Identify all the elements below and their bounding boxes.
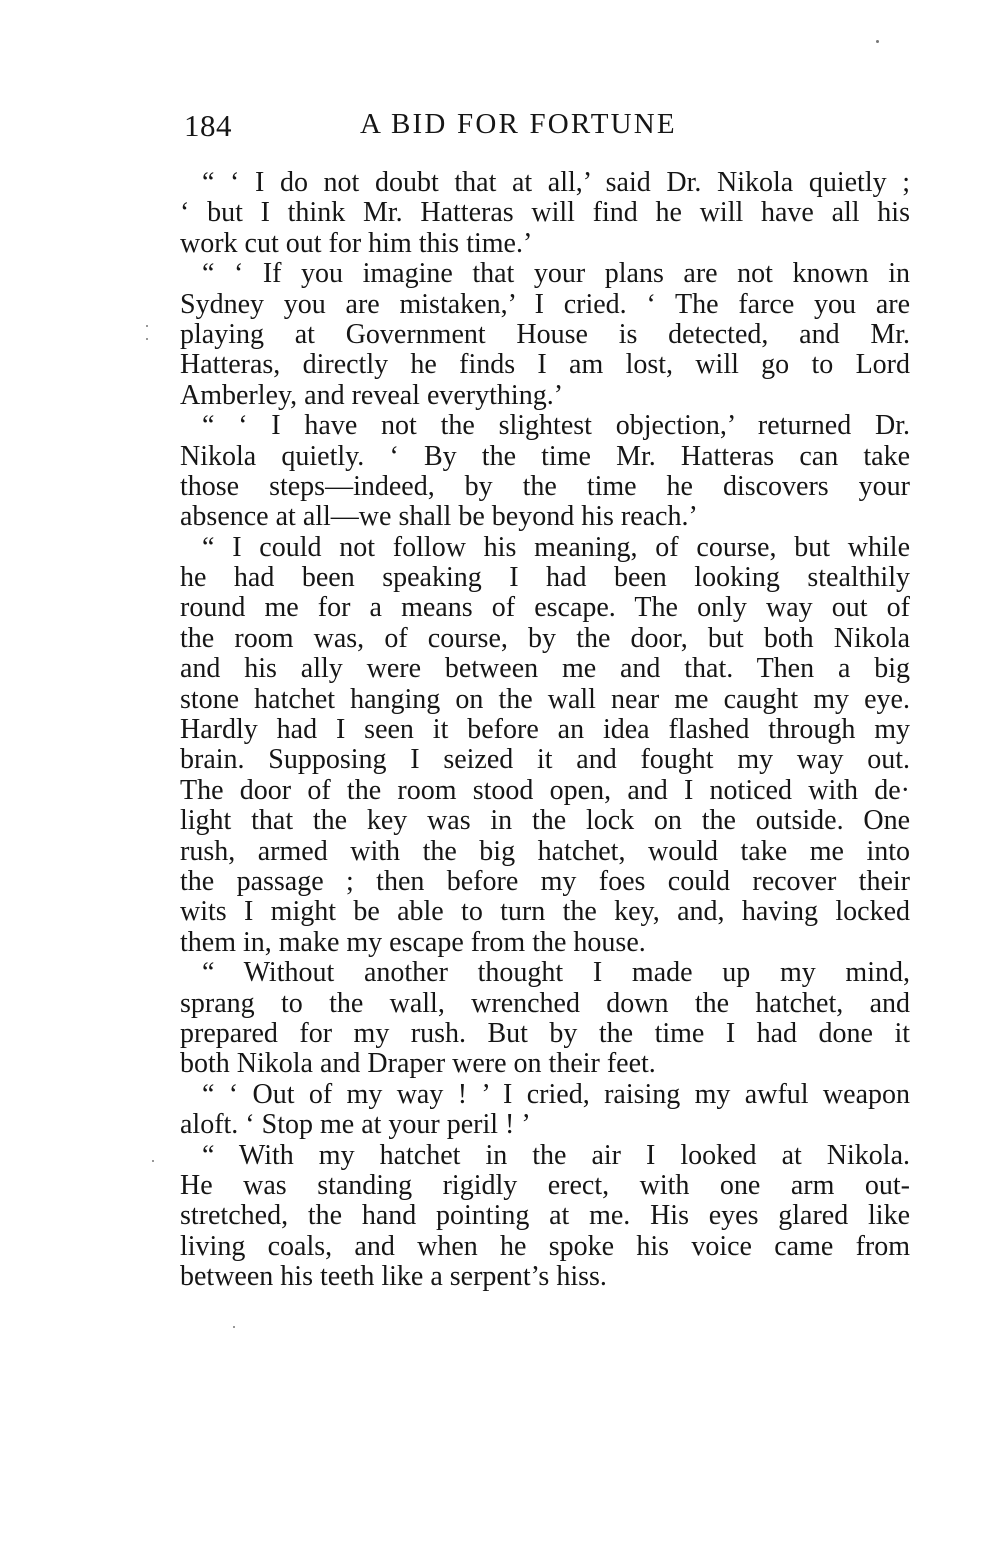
text-line: “ Without another thought I made up my mind, — [202, 958, 910, 989]
text-line: wits I might be able to turn the key, and, having locked — [180, 897, 910, 928]
text-line: light that the key was in the lock on the outside. One — [180, 806, 910, 837]
running-head — [184, 108, 914, 148]
running-title: A BID FOR FORTUNE — [360, 108, 677, 140]
text-line: “ With my hatchet in the air I looked at Nikola. — [202, 1140, 910, 1171]
scan-speck — [233, 1326, 235, 1328]
text-line: Sydney you are mistaken,’ I cried. ‘ The farce you are — [180, 289, 910, 320]
body-text — [180, 168, 910, 1292]
text-line: the passage ; then before my foes could recover their — [180, 866, 910, 897]
text-line: The door of the room stood open, and I noticed with de· — [180, 775, 910, 806]
text-line: he had been speaking I had been looking stealthily — [180, 563, 910, 594]
text-line: Amberley, and reveal everything.’ — [180, 380, 564, 411]
text-line: round me for a means of escape. The only way out of — [180, 593, 910, 624]
text-line: between his teeth like a serpent’s hiss. — [180, 1262, 607, 1293]
text-line: Hatteras, directly he finds I am lost, will go to Lord — [180, 350, 910, 381]
text-line: “ ‘ I do not doubt that at all,’ said Dr. Nikola quietly ; — [202, 168, 910, 198]
text-line: “ I could not follow his meaning, of course, but while — [202, 532, 910, 563]
text-line: and his ally were between me and that. Then a big — [180, 654, 910, 685]
text-line: stretched, the hand pointing at me. His eyes glared like — [180, 1201, 910, 1232]
text-line: ‘ but I think Mr. Hatteras will find he will have all his — [180, 198, 910, 229]
text-line: sprang to the wall, wrenched down the hatchet, and — [180, 988, 910, 1019]
scan-speck — [152, 1160, 154, 1162]
text-line: those steps—indeed, by the time he discovers your — [180, 471, 910, 502]
text-line: He was standing rigidly erect, with one arm out- — [180, 1170, 910, 1201]
page-number: 184 — [184, 108, 232, 143]
scan-speck — [876, 40, 879, 43]
scan-speck — [146, 325, 148, 327]
text-line: brain. Supposing I seized it and fought my way out. — [180, 745, 910, 776]
scan-speck — [146, 338, 148, 340]
text-line: playing at Government House is detected, and Mr. — [180, 319, 910, 350]
text-line: “ ‘ Out of my way ! ’ I cried, raising my awful weapon — [202, 1079, 910, 1110]
text-line: work cut out for him this time.’ — [180, 228, 533, 259]
text-line: rush, armed with the big hatchet, would take me into — [180, 836, 910, 867]
text-line: prepared for my rush. But by the time I had done it — [180, 1018, 910, 1049]
text-line: absence at all—we shall be beyond his reach.’ — [180, 502, 698, 533]
text-line: the room was, of course, by the door, but both Nikola — [180, 623, 910, 654]
text-line: both Nikola and Draper were on their feet. — [180, 1049, 656, 1080]
text-line: Hardly had I seen it before an idea flashed through my — [180, 715, 910, 746]
text-line: “ ‘ If you imagine that your plans are not known in — [202, 259, 910, 290]
text-line: living coals, and when he spoke his voice came from — [180, 1231, 910, 1262]
text-line: them in, make my escape from the house. — [180, 927, 646, 958]
text-line: aloft. ‘ Stop me at your peril ! ’ — [180, 1110, 531, 1141]
text-line: “ ‘ I have not the slightest objection,’ returned Dr. — [202, 411, 910, 442]
text-line: Nikola quietly. ‘ By the time Mr. Hatteras can take — [180, 441, 910, 472]
text-line: stone hatchet hanging on the wall near me caught my eye. — [180, 684, 910, 715]
